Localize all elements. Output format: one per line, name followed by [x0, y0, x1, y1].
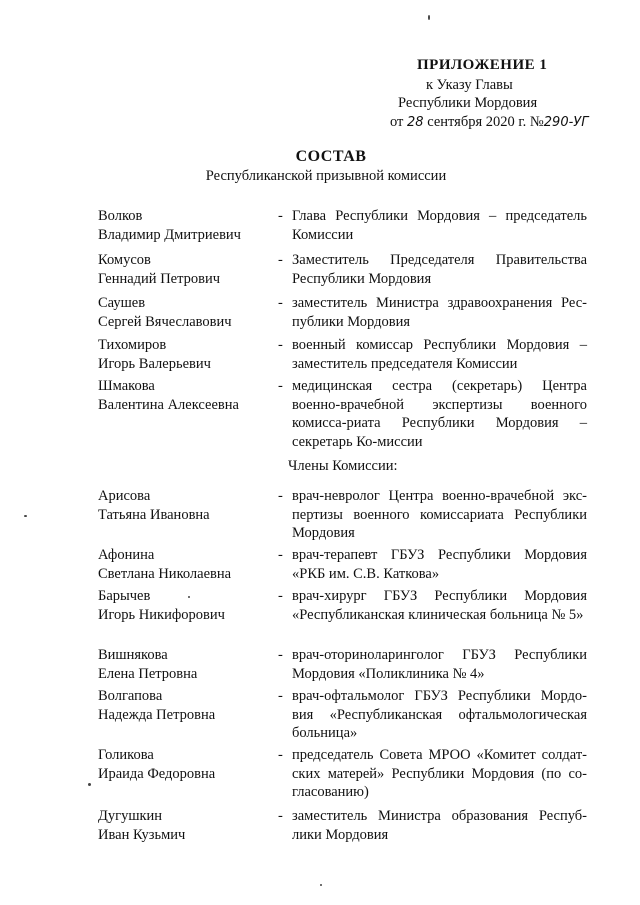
member-given-names: Игорь Валерьевич	[98, 355, 211, 372]
member-role: врач-оториноларинголог ГБУЗ Республики Мордовия «Поликлиника № 4»	[292, 647, 587, 682]
member-given-names: Геннадий Петрович	[98, 270, 221, 287]
appendix-reference-line2: Республики Мордовия	[398, 95, 538, 111]
member-name	[98, 377, 268, 414]
member-surname: Шмакова	[98, 378, 155, 394]
separator-dash: -	[278, 337, 283, 353]
member-name	[98, 807, 268, 844]
member-role: врач-невролог Центра военно-врачебной экс-пертизы военного комиссариата Республики Мордовия	[292, 488, 587, 541]
member-name	[98, 546, 268, 583]
member-name	[98, 207, 268, 244]
member-given-names: Сергей Вячеславович	[98, 313, 232, 330]
separator-dash: -	[278, 647, 283, 663]
separator-dash: -	[278, 378, 283, 394]
member-name	[98, 587, 268, 624]
separator-dash: -	[278, 808, 283, 824]
member-given-names: Валентина Алексеевна	[98, 396, 239, 413]
member-name	[98, 336, 268, 373]
scan-speck	[428, 15, 430, 20]
date-prefix: от	[390, 114, 408, 130]
members-section-label: Члены Комиссии:	[288, 458, 398, 474]
separator-dash: -	[278, 588, 283, 604]
member-role: заместитель Министра образования Респуб-лики Мордовия	[292, 808, 587, 843]
member-surname: Голикова	[98, 747, 154, 763]
member-surname: Тихомиров	[98, 337, 167, 353]
member-name	[98, 487, 268, 524]
member-role: врач-хирург ГБУЗ Республики Мордовия «Республиканская клиническая больница № 5»	[292, 588, 587, 623]
document-title: СОСТАВ	[295, 148, 367, 165]
member-role: военный комиссар Республики Мордовия – заместитель председателя Комиссии	[292, 337, 587, 372]
member-role: врач-терапевт ГБУЗ Республики Мордовия «РКБ им. С.В. Каткова»	[292, 547, 587, 582]
separator-dash: -	[278, 252, 283, 268]
member-surname: Волгапова	[98, 688, 163, 704]
member-name	[98, 646, 268, 683]
member-role: Заместитель Председателя Правительства Республики Мордовия	[292, 252, 587, 287]
member-surname: Арисова	[98, 488, 151, 504]
member-given-names: Ираида Федоровна	[98, 765, 216, 782]
member-name	[98, 251, 268, 288]
member-surname: Дугушкин	[98, 808, 163, 824]
handwritten-decree-number: 290-УГ	[543, 115, 589, 130]
member-surname: Вишнякова	[98, 647, 168, 663]
member-given-names: Татьяна Ивановна	[98, 506, 210, 523]
date-suffix: сентября 2020 г. №	[423, 114, 544, 130]
member-surname: Комусов	[98, 252, 151, 268]
scan-speck	[88, 783, 91, 786]
member-surname: Саушев	[98, 295, 146, 311]
separator-dash: -	[278, 488, 283, 504]
scan-speck	[24, 515, 27, 517]
member-surname: Барычев	[98, 588, 151, 604]
scan-speck	[320, 884, 322, 886]
separator-dash: -	[278, 547, 283, 563]
member-given-names: Светлана Николаевна	[98, 565, 232, 582]
appendix-reference-line3	[390, 113, 588, 132]
member-given-names: Надежда Петровна	[98, 706, 216, 723]
handwritten-day: 28	[407, 115, 424, 130]
member-given-names: Иван Кузьмич	[98, 826, 186, 843]
member-role: медицинская сестра (секретарь) Центра военно-врачебной экспертизы военного комисса-риата Республики Мордовия – секретарь Ко-миссии	[292, 378, 587, 450]
member-role: заместитель Министра здравоохранения Рес-публики Мордовия	[292, 295, 587, 330]
member-name	[98, 294, 268, 331]
member-surname: Афонина	[98, 547, 155, 563]
member-name	[98, 687, 268, 724]
document-subtitle: Республиканской призывной комиссии	[205, 168, 447, 184]
member-given-names: Владимир Дмитриевич	[98, 226, 241, 243]
member-name	[98, 746, 268, 783]
member-role: врач-офтальмолог ГБУЗ Республики Мордо-вия «Республиканская офтальмологическая больница»	[292, 688, 587, 741]
member-surname: Волков	[98, 208, 143, 224]
member-role: Глава Республики Мордовия – председатель Комиссии	[292, 208, 587, 243]
member-given-names: Елена Петровна	[98, 665, 198, 682]
separator-dash: -	[278, 747, 283, 763]
separator-dash: -	[278, 208, 283, 224]
member-given-names: Игорь Никифорович	[98, 606, 225, 623]
appendix-reference-line1: к Указу Главы	[426, 77, 513, 93]
appendix-title: ПРИЛОЖЕНИЕ 1	[417, 57, 548, 73]
member-role: председатель Совета МРОО «Комитет солдат-ских матерей» Республики Мордовия (по со-гласованию)	[292, 747, 587, 800]
scan-speck	[188, 596, 190, 598]
separator-dash: -	[278, 295, 283, 311]
separator-dash: -	[278, 688, 283, 704]
